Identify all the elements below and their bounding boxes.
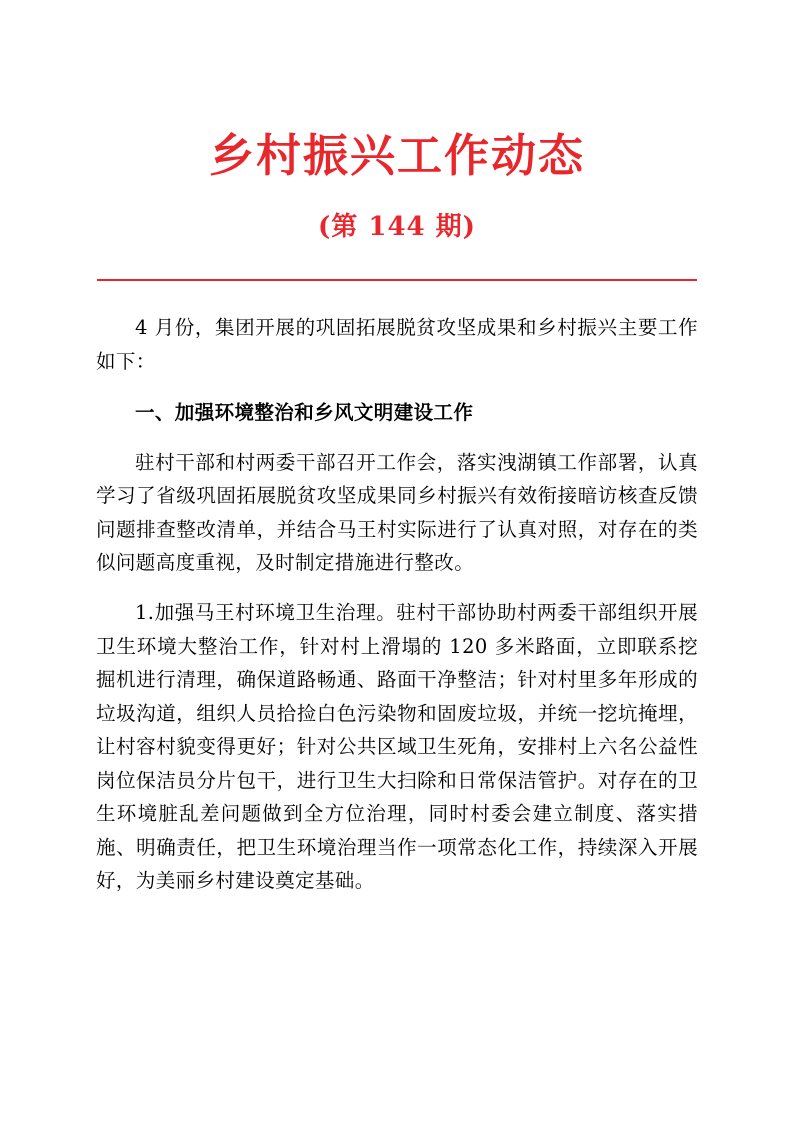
document-title: 乡村振兴工作动态: [208, 129, 585, 182]
document-body: [96, 281, 698, 898]
document-issue-number: (第 144 期): [318, 212, 476, 243]
header-divider-wrap: [96, 243, 698, 281]
paragraph-section1-intro: 驻村干部和村两委干部召开工作会，落实洩湖镇工作部署，认真学习了省级巩固拓展脱贫攻坚成果同乡村振兴有效衔接暗访核查反馈问题排查整改清单，并结合马王村实际进行了认真对照，对存在的类似问题高度重视，及时制定措施进行整改。: [96, 450, 698, 575]
header-divider: [97, 279, 697, 281]
paragraph-intro: 4 月份，集团开展的巩固拓展脱贫攻坚成果和乡村振兴主要工作如下：: [96, 316, 698, 373]
section-heading-1: 一、加强环境整治和乡风文明建设工作: [135, 401, 474, 425]
paragraph-item-1: 1.加强马王村环境卫生治理。驻村干部协助村两委干部组织开展卫生环境大整治工作，针对村上滑塌的 120 多米路面，立即联系挖掘机进行清理，确保道路畅通、路面干净整洁；针对村里多年形成的垃圾沟道，组织人员拾捡白色污染物和固废垃圾，并统一挖坑掩埋，让村容村貌变得更好；针对公共区域卫生死角，安排村上六名公益性岗位保洁员分片包干，进行卫生大扫除和日常保洁管护。对存在的卫生环境脏乱差问题做到全方位治理，同时村委会建立制度、落实措施、明确责任，把卫生环境治理当作一项常态化工作，持续深入开展好，为美丽乡村建设奠定基础。: [96, 600, 698, 893]
